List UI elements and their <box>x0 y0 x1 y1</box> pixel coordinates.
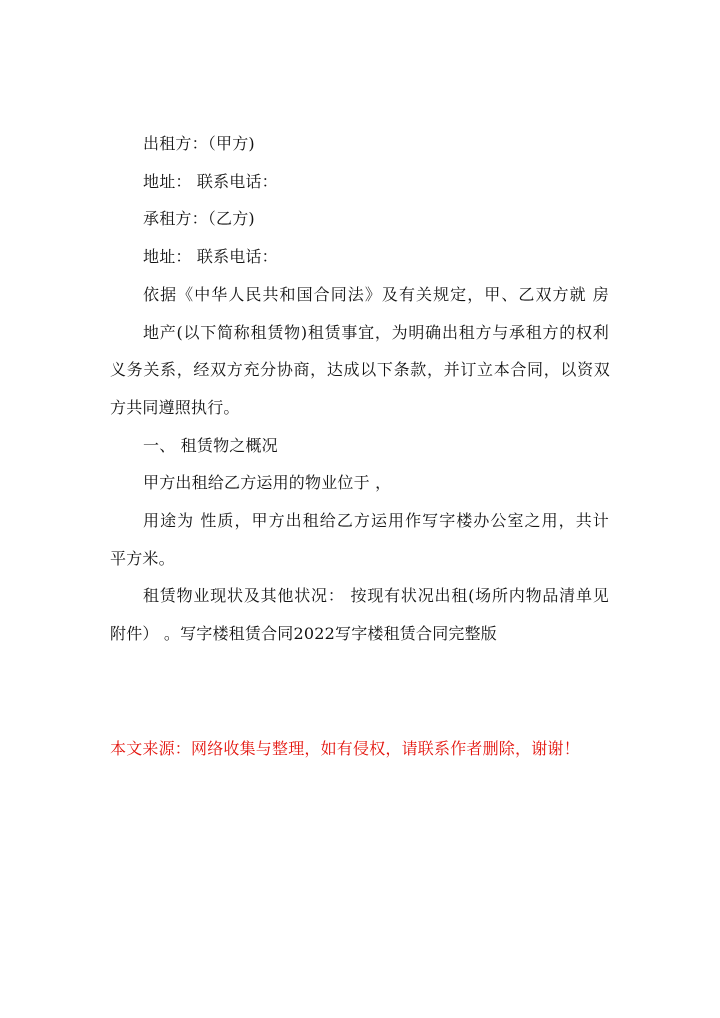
lessee-line: 承租方：（乙方) <box>143 209 255 228</box>
section-1-para-3-line-2: 附件） 。写字楼租赁合同2022写字楼租赁合同完整版 <box>110 624 498 643</box>
lessor-address-line: 地址： 联系电话： <box>143 172 278 191</box>
preamble-line-3: 义务关系，经双方充分协商，达成以下条款，并订立本合同，以资双 <box>110 360 610 379</box>
preamble-line-2: 地产(以下简称租赁物)租赁事宜，为明确出租方与承租方的权利 <box>143 323 609 342</box>
section-1-para-1: 甲方出租给乙方运用的物业位于 ， <box>143 473 392 492</box>
section-1-para-2-line-2: 平方米。 <box>110 549 175 568</box>
section-1-para-2-line-1: 用途为 性质，甲方出租给乙方运用作写字楼办公室之用，共计 <box>143 511 609 530</box>
footer-notice: 本文来源：网络收集与整理，如有侵权，请联系作者删除，谢谢！ <box>110 739 580 758</box>
lessor-line: 出租方：（甲方) <box>143 134 255 153</box>
section-1-para-3-line-1: 租赁物业现状及其他状况： 按现有状况出租(场所内物品清单见 <box>143 586 609 605</box>
preamble-line-4: 方共同遵照执行。 <box>110 398 240 417</box>
lessee-address-line: 地址： 联系电话： <box>143 247 278 266</box>
preamble-line-1: 依据《中华人民共和国合同法》及有关规定，甲、乙双方就 房 <box>143 285 609 304</box>
section-1-heading: 一、 租赁物之概况 <box>143 436 278 455</box>
